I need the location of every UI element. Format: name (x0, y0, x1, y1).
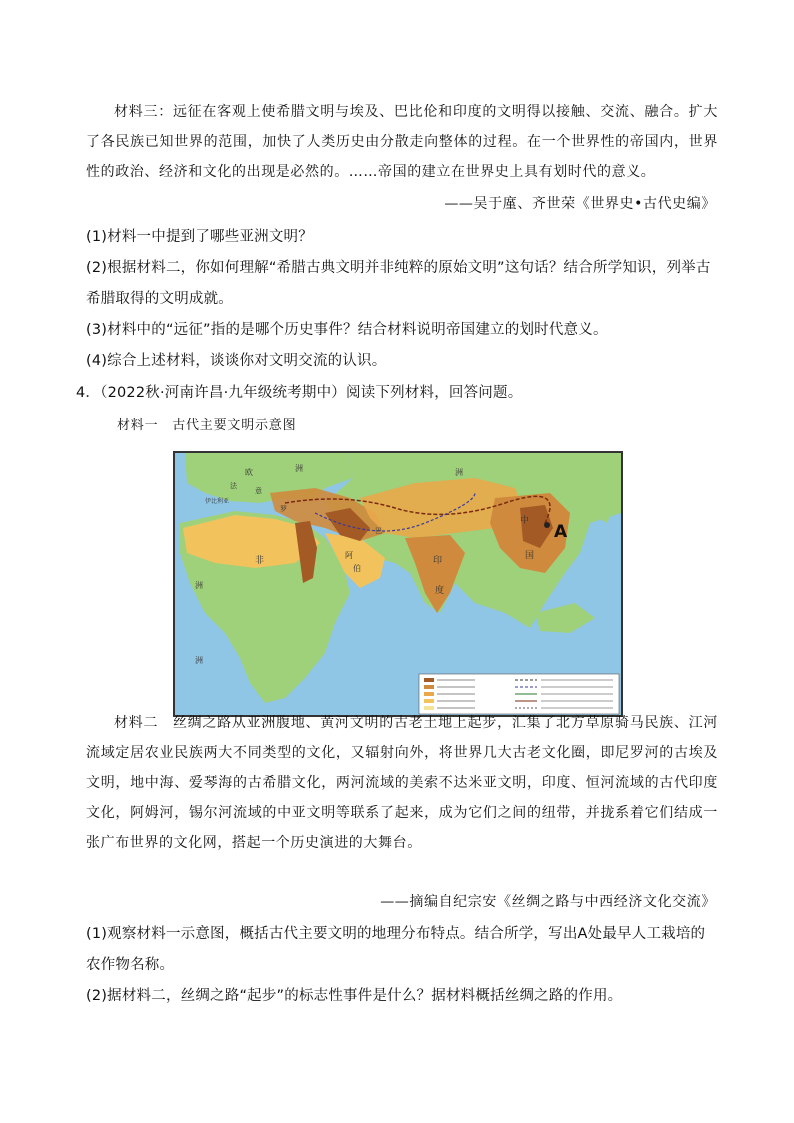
material2-source: ——摘编自纪宗安《丝绸之路与中西经济文化交流》 (380, 894, 716, 910)
material2-paragraph: 材料二 丝绸之路从亚洲腹地、黄河文明的古老土地上起步，汇集了北方草原骑马民族、江河流域定居农业民族两大不同类型的文化，又辐射向外，将世界几大古老文化圈，即尼罗河的古埃及文明，地中海、爱琴海的古希腊文化，两河流域的美索不达米亚文明，印度、恒河流域的古代印度文化，阿姆河，锡尔河流域的中亚文明等联系了起来，成为它们之间的纽带，并拢系着它们结成一张广布世界的文化网，搭起一个历史演进的大舞台。 (86, 715, 718, 851)
map-label: 伯 (353, 564, 361, 573)
q3-part3: (3)材料中的“远征”指的是哪个历史事件？结合材料说明帝国建立的划时代意义。 (86, 322, 608, 338)
map-label: 洲 (195, 581, 203, 590)
q4-part1: (1)观察材料一示意图，概括古代主要文明的地理分布特点。结合所学，写出A处最早人工栽培的农作物名称。 (86, 926, 706, 973)
map-label: 法 (230, 482, 237, 490)
map-se-asia (535, 603, 595, 633)
material3-source: ——吴于廑、齐世荣《世界史•古代史编》 (444, 196, 716, 212)
civilization-map (173, 451, 623, 717)
q3-part4: (4)综合上述材料，谈谈你对文明交流的认识。 (86, 353, 387, 369)
q3-part1: (1)材料一中提到了哪些亚洲文明？ (86, 229, 313, 245)
map-label: 中 (520, 516, 530, 526)
map-label: 印 (433, 556, 443, 566)
map-label: 洲 (195, 656, 203, 665)
q4-part2: (2)据材料二，丝绸之路“起步”的标志性事件是什么？据材料概括丝绸之路的作用。 (86, 988, 623, 1004)
map-label: 巴 (375, 527, 382, 535)
map-label: 洲 (295, 464, 303, 473)
q3-part2: (2)根据材料二，你如何理解“希腊古典文明并非纯粹的原始文明”这句话？结合所学知识，列举古希腊取得的文明成就。 (86, 260, 711, 307)
map-label: 罗 (280, 505, 287, 513)
map-label: 非 (255, 556, 265, 566)
map-label: 欧 (245, 468, 253, 477)
material3-paragraph: 材料三：远征在客观上使希腊文明与埃及、巴比伦和印度的文明得以接触、交流、融合。扩大了各民族已知世界的范围，加快了人类历史由分散走向整体的过程。在一个世界性的帝国内，世界性的政治、经济和文化的出现是必然的。……帝国的建立在世界史上具有划时代的意义。 (86, 104, 718, 180)
q4-header: 4．（2022秋·河南许昌·九年级统考期中）阅读下列材料，回答问题。 (76, 385, 523, 401)
map-label: 洲 (455, 468, 463, 477)
map-graphic (175, 453, 621, 715)
map-label: 阿 (345, 551, 353, 560)
map-marker-a: A (554, 522, 568, 542)
map-label: 伊比利亚 (205, 498, 230, 505)
map-label: 意 (255, 487, 262, 495)
map-label: 度 (435, 586, 445, 596)
map-label: 国 (525, 551, 535, 561)
material1-caption: 材料一 古代主要文明示意图 (117, 418, 297, 433)
map-marker-dot (544, 522, 550, 528)
